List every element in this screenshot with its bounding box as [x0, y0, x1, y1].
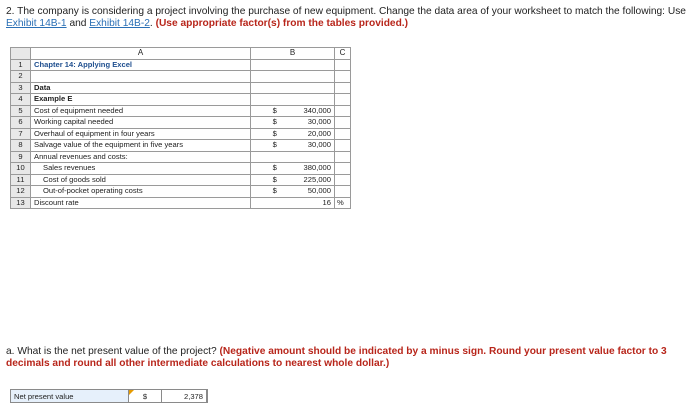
- cell-c[interactable]: [335, 94, 351, 106]
- cell-c[interactable]: [335, 117, 351, 129]
- cell-b-value[interactable]: 340,000: [299, 105, 335, 117]
- sheet-row: [11, 117, 351, 129]
- cell-a[interactable]: Example E: [31, 94, 251, 106]
- part-a-text: a. What is the net present value of the project?: [6, 346, 217, 357]
- cell-a[interactable]: Cost of goods sold: [31, 174, 251, 186]
- cell-c[interactable]: %: [335, 197, 351, 209]
- npv-answer-row: [10, 389, 208, 403]
- sheet-row: [11, 71, 351, 83]
- npv-input[interactable]: 2,378: [161, 390, 207, 402]
- question-body: The company is considering a project involving the purchase of new equipment. Change the data area of your worksheet to match the following: Use: [17, 6, 686, 17]
- cell-b-value[interactable]: 20,000: [299, 128, 335, 140]
- part-a-instruction: (Negative amount should be indicated by a minus sign. Round your present value factor to 3 decimals and round all other intermediate calculations to nearest whole dollar.): [6, 346, 667, 369]
- npv-currency: $: [142, 392, 148, 401]
- question-instruction: (Use appropriate factor(s) from the tables provided.): [155, 18, 409, 29]
- row-number: 1: [11, 59, 31, 71]
- row-number: 7: [11, 128, 31, 140]
- cell-b-currency[interactable]: [251, 151, 299, 163]
- sheet-row: [11, 186, 351, 198]
- cell-a[interactable]: Out-of-pocket operating costs: [31, 186, 251, 198]
- column-header-a: A: [31, 48, 251, 60]
- row-number: 12: [11, 186, 31, 198]
- column-header-b: B: [251, 48, 335, 60]
- row-number: 2: [11, 71, 31, 83]
- npv-label: Net present value: [11, 390, 129, 402]
- cell-b-currency[interactable]: $: [251, 105, 299, 117]
- cell-c[interactable]: [335, 163, 351, 175]
- row-number: 13: [11, 197, 31, 209]
- question-number: 2.: [6, 6, 15, 17]
- cell-c[interactable]: [335, 140, 351, 152]
- row-number: 6: [11, 117, 31, 129]
- cell-c[interactable]: [335, 186, 351, 198]
- sheet-row: [11, 128, 351, 140]
- cell-a[interactable]: Cost of equipment needed: [31, 105, 251, 117]
- cell-b-currency[interactable]: $: [251, 186, 299, 198]
- cell-c[interactable]: [335, 174, 351, 186]
- cell-c[interactable]: [335, 128, 351, 140]
- cell-b-currency[interactable]: [251, 59, 299, 71]
- row-number: 8: [11, 140, 31, 152]
- row-number: 3: [11, 82, 31, 94]
- cell-b-value[interactable]: 225,000: [299, 174, 335, 186]
- row-number: 11: [11, 174, 31, 186]
- cell-a[interactable]: Chapter 14: Applying Excel: [31, 59, 251, 71]
- cell-b-value[interactable]: [299, 94, 335, 106]
- cell-a[interactable]: Annual revenues and costs:: [31, 151, 251, 163]
- cell-a[interactable]: [31, 71, 251, 83]
- exhibit-14b-2-link[interactable]: Exhibit 14B-2: [89, 18, 150, 29]
- sheet-row: [11, 197, 351, 209]
- row-number: 5: [11, 105, 31, 117]
- row-number: 4: [11, 94, 31, 106]
- cell-b-value[interactable]: [299, 151, 335, 163]
- cell-b-value[interactable]: 30,000: [299, 117, 335, 129]
- cell-b-currency[interactable]: $: [251, 117, 299, 129]
- cell-b-value[interactable]: [299, 59, 335, 71]
- cell-b-value[interactable]: 30,000: [299, 140, 335, 152]
- cell-b-currency[interactable]: $: [251, 163, 299, 175]
- cell-b-value[interactable]: 380,000: [299, 163, 335, 175]
- question-text: [6, 6, 694, 30]
- cell-b-currency[interactable]: $: [251, 140, 299, 152]
- cell-a[interactable]: Working capital needed: [31, 117, 251, 129]
- cell-b-value[interactable]: 16: [299, 197, 335, 209]
- cell-a[interactable]: Sales revenues: [31, 163, 251, 175]
- sheet-row: [11, 94, 351, 106]
- cell-b-currency[interactable]: $: [251, 174, 299, 186]
- cell-b-value[interactable]: 50,000: [299, 186, 335, 198]
- cell-a[interactable]: Data: [31, 82, 251, 94]
- answer-marker-icon: [129, 390, 134, 395]
- column-header-row: [11, 48, 351, 60]
- sheet-row: [11, 174, 351, 186]
- question-period: .: [149, 18, 153, 29]
- cell-a[interactable]: Discount rate: [31, 197, 251, 209]
- sheet-row: [11, 151, 351, 163]
- sheet-row: [11, 140, 351, 152]
- cell-b-currency[interactable]: [251, 197, 299, 209]
- sheet-row: [11, 82, 351, 94]
- column-header-c: C: [335, 48, 351, 60]
- excel-worksheet: [10, 47, 351, 209]
- cell-b-currency[interactable]: [251, 94, 299, 106]
- corner-cell: [11, 48, 31, 60]
- question-and: and: [69, 18, 87, 29]
- npv-currency-cell: [129, 390, 161, 402]
- cell-a[interactable]: Salvage value of the equipment in five years: [31, 140, 251, 152]
- sheet-row: [11, 59, 351, 71]
- cell-b-currency[interactable]: [251, 82, 299, 94]
- exhibit-14b-1-link[interactable]: Exhibit 14B-1: [6, 18, 67, 29]
- cell-c[interactable]: [335, 82, 351, 94]
- sheet-row: [11, 105, 351, 117]
- cell-b-value[interactable]: [299, 82, 335, 94]
- cell-c[interactable]: [335, 71, 351, 83]
- row-number: 9: [11, 151, 31, 163]
- cell-b-value[interactable]: [299, 71, 335, 83]
- part-a-question: [6, 346, 694, 370]
- row-number: 10: [11, 163, 31, 175]
- cell-c[interactable]: [335, 59, 351, 71]
- cell-b-currency[interactable]: [251, 71, 299, 83]
- sheet-row: [11, 163, 351, 175]
- cell-c[interactable]: [335, 105, 351, 117]
- cell-c[interactable]: [335, 151, 351, 163]
- cell-b-currency[interactable]: $: [251, 128, 299, 140]
- cell-a[interactable]: Overhaul of equipment in four years: [31, 128, 251, 140]
